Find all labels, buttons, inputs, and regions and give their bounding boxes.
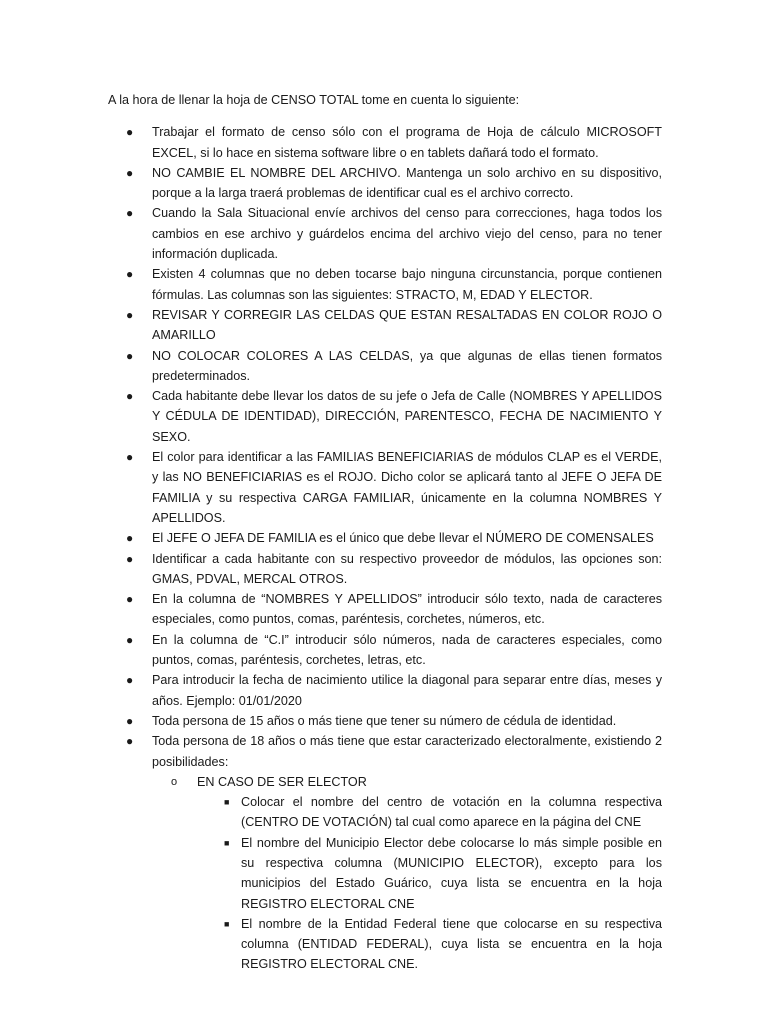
list-item-text: En la columna de “C.I” introducir sólo números, nada de caracteres especiales, como puntos, comas, paréntesis, corchetes, letras, etc. [152,632,662,668]
list-item [108,731,662,975]
bullet-icon: ● [126,450,134,465]
hollow-bullet-icon: o [171,775,178,788]
bullet-icon: ● [126,206,134,221]
document-body [108,90,662,975]
list-item [108,528,662,548]
list-item [108,264,662,305]
sub-sub-list-item [108,914,662,975]
bullet-icon: ● [126,125,134,140]
list-item [108,447,662,528]
list-item-text: Toda persona de 15 años o más tiene que tener su número de cédula de identidad. [152,713,617,728]
list-item-text: Identificar a cada habitante con su respectivo proveedor de módulos, las opciones son: GMAS, PDVAL, MERCAL OTROS. [152,551,662,586]
sub-sub-list [108,792,662,975]
square-bullet-icon: ■ [224,797,230,808]
list-item-text: En la columna de “NOMBRES Y APELLIDOS” introducir sólo texto, nada de caracteres especiales, como puntos, comas, paréntesis, corchetes, números, etc. [152,592,662,627]
list-item [108,203,662,264]
instruction-list [108,122,662,974]
bullet-icon: ● [126,267,134,282]
list-item-text: NO CAMBIE EL NOMBRE DEL ARCHIVO. Mantenga un solo archivo en su dispositivo, porque a la larga traerá problemas de identificar cual es el archivo correcto. [152,165,662,201]
sub-sub-list-item-text: El nombre de la Entidad Federal tiene que colocarse en su respectiva columna (ENTIDAD FEDERAL), cuya lista se encuentra en la hoja REGISTRO ELECTORAL CNE. [241,916,662,972]
bullet-icon: ● [126,734,134,749]
bullet-icon: ● [126,165,134,180]
list-item-text: Trabajar el formato de censo sólo con el programa de Hoja de cálculo MICROSOFT EXCEL, si lo hace en sistema software libre o en tablets dañará todo el formato. [152,125,662,160]
sub-sub-list-item-text: Colocar el nombre del centro de votación en la columna respectiva (CENTRO DE VOTACIÓN) tal cual como aparece en la página del CNE [241,795,662,830]
intro-paragraph: A la hora de llenar la hoja de CENSO TOTAL tome en cuenta lo siguiente: [108,93,520,107]
list-item [108,386,662,447]
list-item [108,711,662,731]
bullet-icon: ● [126,551,134,566]
bullet-icon: ● [126,632,134,647]
bullet-icon: ● [126,389,134,404]
bullet-icon: ● [126,713,134,728]
bullet-icon: ● [126,348,134,363]
list-item [108,630,662,671]
sub-list [108,772,662,975]
list-item-text: Para introducir la fecha de nacimiento utilice la diagonal para separar entre días, meses y años. Ejemplo: 01/01/2020 [152,673,662,708]
list-item [108,122,662,163]
sub-sub-list-item [108,792,662,833]
list-item-text: El color para identificar a las FAMILIAS BENEFICIARIAS de módulos CLAP es el VERDE, y las NO BENEFICIARIAS es el ROJO. Dicho color se aplicará tanto al JEFE O JEFA DE FAMILIA y su respectiva CARGA FAMILIAR, únicamente en la columna NOMBRES Y APELLIDOS. [152,450,662,525]
list-item-text: Cuando la Sala Situacional envíe archivos del censo para correcciones, haga todos los cambios en ese archivo y guárdelos encima del archivo viejo del censo, para no tener información duplicada. [152,206,662,262]
list-item [108,305,662,346]
list-item-text: NO COLOCAR COLORES A LAS CELDAS, ya que algunas de ellas tienen formatos predeterminados. [152,348,662,383]
list-item-text: Toda persona de 18 años o más tiene que estar caracterizado electoralmente, existiendo 2 posibilidades: [152,734,662,769]
list-item-text: REVISAR Y CORREGIR LAS CELDAS QUE ESTAN RESALTADAS EN COLOR ROJO O AMARILLO [152,307,662,343]
sub-list-item-text: EN CASO DE SER ELECTOR [197,774,367,789]
list-item [108,549,662,590]
square-bullet-icon: ■ [224,918,230,929]
list-item [108,670,662,711]
list-item-text: Cada habitante debe llevar los datos de su jefe o Jefa de Calle (NOMBRES Y APELLIDOS Y CÉDULA DE IDENTIDAD), DIRECCIÓN, PARENTESCO, FECHA DE NACIMIENTO Y SEXO. [152,389,662,444]
list-item [108,163,662,204]
list-item-text: Existen 4 columnas que no deben tocarse bajo ninguna circunstancia, porque contienen fórmulas. Las columnas son las siguientes: STRACTO, M, EDAD Y ELECTOR. [152,267,662,302]
list-item-text: El JEFE O JEFA DE FAMILIA es el único que debe llevar el NÚMERO DE COMENSALES [152,531,654,546]
sub-sub-list-item-text: El nombre del Municipio Elector debe colocarse lo más simple posible en su respectiva columna (MUNICIPIO ELECTOR), excepto para los municipios del Estado Guárico, cuya lista se encuentra en la hoja REGISTRO ELECTORAL CNE [241,835,662,911]
sub-list-item [108,772,662,975]
bullet-icon: ● [126,673,134,688]
list-item [108,589,662,630]
bullet-icon: ● [126,307,134,322]
bullet-icon: ● [126,531,134,546]
square-bullet-icon: ■ [224,837,230,848]
list-item [108,346,662,387]
bullet-icon: ● [126,592,134,607]
sub-sub-list-item [108,833,662,914]
